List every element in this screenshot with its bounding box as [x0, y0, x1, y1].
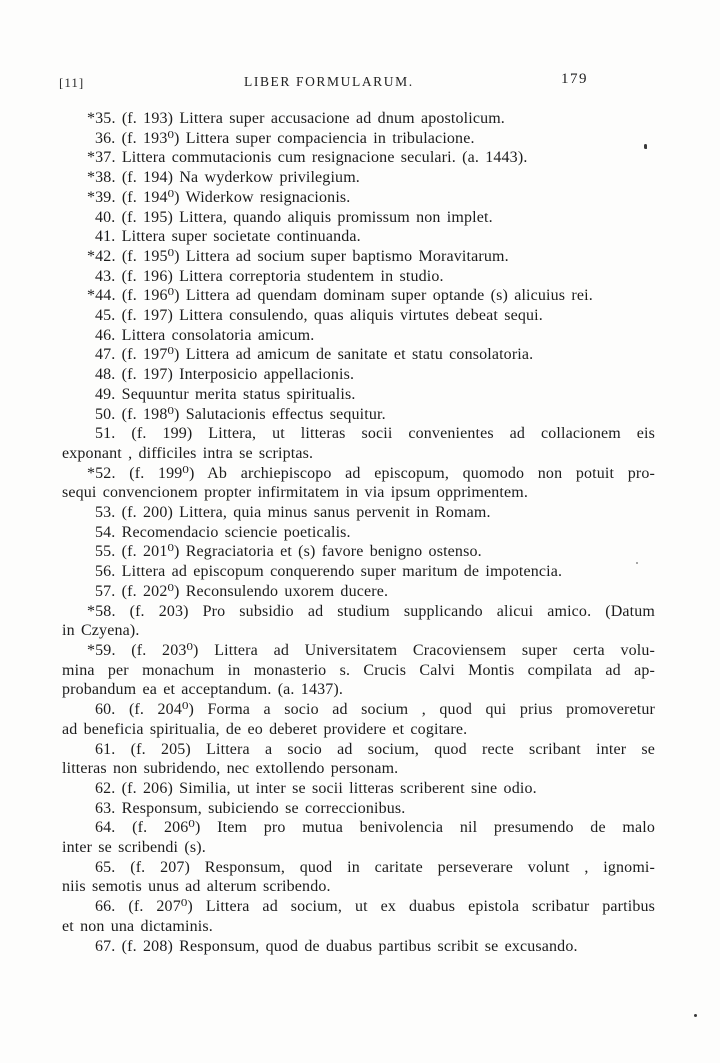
entry-line: 61. (f. 205) Littera a socio ad socium, quod recte scribant inter se [95, 740, 655, 758]
entry-line: 55. (f. 201⁰) Regraciatoria et (s) favore benigno ostenso. [95, 543, 482, 561]
entry-line: 46. Littera consolatoria amicum. [95, 326, 315, 344]
entry-line: *42. (f. 195⁰) Littera ad socium super baptismo Moravitarum. [87, 247, 509, 265]
entry-list [62, 109, 655, 956]
entry-line: 45. (f. 197) Littera consulendo, quas aliquis virtutes debeat sequi. [95, 307, 543, 325]
entry-line: exponant , difficiles intra se scriptas. [62, 444, 314, 462]
entry-line: *35. (f. 193) Littera super accusacione ad dnum apostolicum. [87, 110, 505, 127]
entry-line: 49. Sequuntur merita status spiritualis. [95, 385, 356, 403]
entry-line: niis semotis unus ad alterum scribendo. [62, 878, 331, 896]
running-title: LIBER FORMULARUM. [244, 74, 414, 89]
entry-line: 51. (f. 199) Littera, ut litteras socii convenientes ad collacionem eis [95, 425, 655, 443]
entry-line: litteras non subridendo, nec extollendo personam. [62, 760, 399, 778]
entry-line: 50. (f. 198⁰) Salutacionis effectus sequitur. [95, 405, 386, 423]
entry-line: 54. Recomendacio sciencie poeticalis. [95, 523, 351, 541]
entry-line: *37. Littera commutacionis cum resignacione seculari. (a. 1443). [87, 149, 528, 167]
entry-line: mina per monachum in monasterio s. Crucis Calvi Montis compilata ad ap- [62, 661, 655, 679]
scan-speck [644, 144, 647, 149]
entry-line: in Czyena). [62, 622, 140, 640]
entry-line: 43. (f. 196) Littera correptoria studentem in studio. [95, 267, 444, 285]
entry-line: inter se scribendi (s). [62, 839, 206, 857]
entry-line: sequi convencionem propter infirmitatem in via ipsum opprimentem. [62, 484, 528, 502]
entry-line: 65. (f. 207) Responsum, quod in caritate perseverare volunt , ignomi- [95, 858, 655, 876]
entry-line: 56. Littera ad episcopum conquerendo super maritum de impotencia. [95, 563, 563, 581]
entry-line: 63. Responsum, subiciendo se correccionibus. [95, 799, 406, 817]
entry-line: 41. Littera super societate continuanda. [95, 228, 361, 246]
entry-line: *44. (f. 196⁰) Littera ad quendam dominam super optande (s) alicuius rei. [87, 287, 593, 305]
entry-line: *58. (f. 203) Pro subsidio ad studium supplicando alicui amico. (Datum [87, 602, 655, 620]
entry-line: 62. (f. 206) Similia, ut inter se socii litteras scriberent sine odio. [95, 779, 537, 797]
entry-line: *38. (f. 194) Na wyderkow privilegium. [87, 169, 360, 187]
entry-line: ad beneficia spiritualia, de eo deberet providere et cogitare. [62, 720, 468, 738]
entry-line: 66. (f. 207⁰) Littera ad socium, ut ex duabus epistola scribatur partibus [95, 898, 655, 916]
scan-speck [636, 562, 638, 564]
entry-line: 47. (f. 197⁰) Littera ad amicum de sanitate et statu consolatoria. [95, 346, 534, 364]
entry-line: 67. (f. 208) Responsum, quod de duabus partibus scribit se excusando. [95, 937, 578, 955]
entry-line: probandum ea et acceptandum. (a. 1437). [62, 681, 344, 699]
page-number: 179 [561, 71, 588, 87]
entry-line: *59. (f. 203⁰) Littera ad Universitatem Cracoviensem super certa volu- [87, 641, 655, 659]
folio-mark: [11] [59, 75, 85, 90]
entry-line: 36. (f. 193⁰) Littera super compaciencia in tribulacione. [95, 129, 475, 147]
entry-line: 60. (f. 204⁰) Forma a socio ad socium , quod qui prius promoveretur [95, 701, 655, 719]
entry-line: 53. (f. 200) Littera, quia minus sanus pervenit in Romam. [95, 504, 491, 522]
entry-line: *52. (f. 199⁰) Ab archiepiscopo ad episcopum, quomodo non potuit pro- [87, 464, 655, 482]
entry-line: et non una dictaminis. [62, 917, 213, 935]
entry-line: 40. (f. 195) Littera, quando aliquis promissum non implet. [95, 208, 493, 226]
entry-line: 64. (f. 206⁰) Item pro mutua benivolencia nil presumendo de malo [95, 819, 655, 837]
scan-speck [694, 1014, 697, 1017]
entry-line: *39. (f. 194⁰) Widerkow resignacionis. [87, 188, 351, 206]
entry-line: 57. (f. 202⁰) Reconsulendo uxorem ducere. [95, 582, 389, 600]
entry-line: 48. (f. 197) Interposicio appellacionis. [95, 366, 355, 384]
